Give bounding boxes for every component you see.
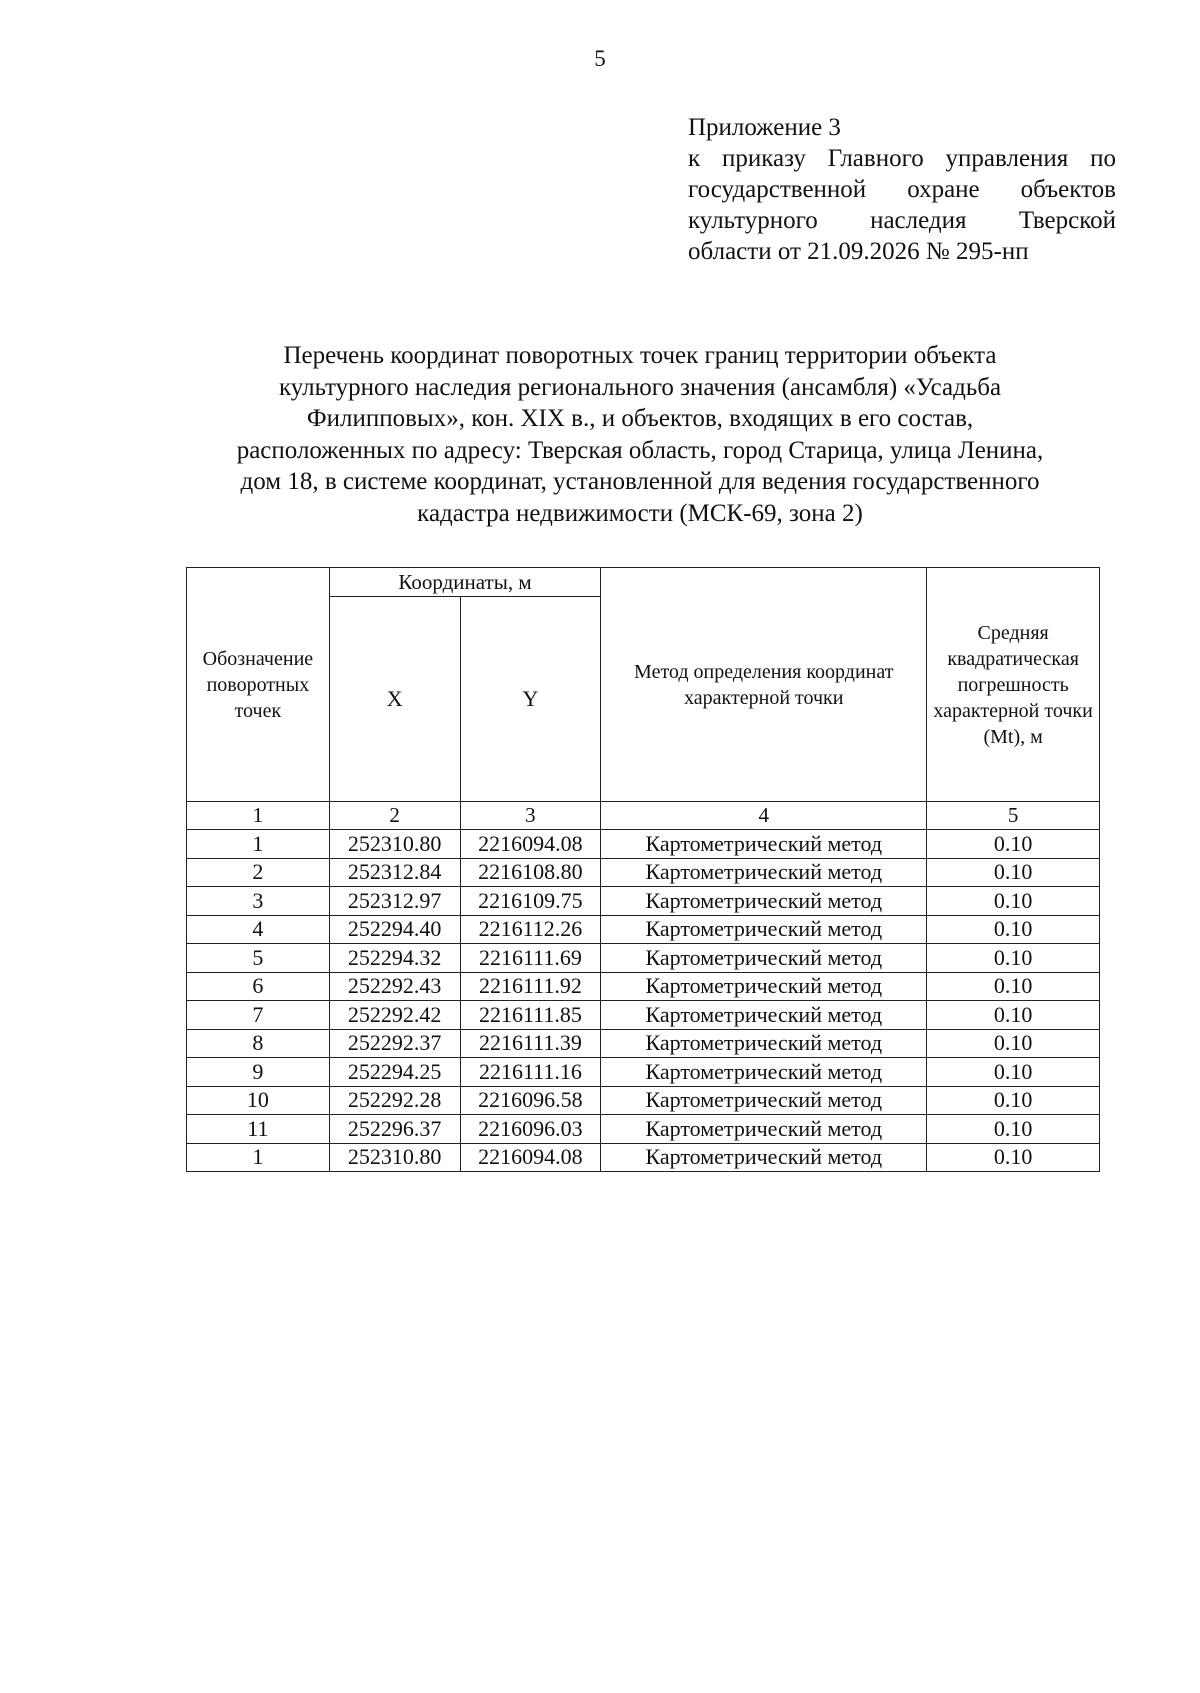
cell-x: 252292.28 [329,1086,460,1115]
appendix-line: области от 21.09.2026 № 295-нп [688,238,1029,265]
cell-point: 1 [187,1143,330,1172]
header-y: Y [460,597,601,802]
cell-y: 2216111.92 [460,972,601,1001]
header-method: Метод определения координат характерной точки [601,568,927,802]
cell-mt: 0.10 [927,887,1100,916]
cell-point: 1 [187,830,330,859]
cell-mt: 0.10 [927,1001,1100,1030]
cell-point: 5 [187,944,330,973]
table-row [187,944,1100,973]
cell-x: 252312.84 [329,858,460,887]
document-title [150,340,1130,529]
cell-x: 252310.80 [329,1143,460,1172]
cell-point: 3 [187,887,330,916]
cell-mt: 0.10 [927,972,1100,1001]
table-row [187,1115,1100,1144]
cell-y: 2216111.39 [460,1029,601,1058]
cell-point: 10 [187,1086,330,1115]
title-line: кадастра недвижимости (МСК-69, зона 2) [417,499,863,527]
cell-method: Картометрический метод [601,1086,927,1115]
column-number: 3 [460,802,601,830]
title-line: дом 18, в системе координат, установленной для ведения государственного [240,468,1040,495]
cell-method: Картометрический метод [601,887,927,916]
cell-mt: 0.10 [927,1143,1100,1172]
title-line: культурного наследия регионального значения (ансамбля) «Усадьба [278,373,1002,401]
table-row [187,1086,1100,1115]
cell-y: 2216096.03 [460,1115,601,1144]
cell-point: 2 [187,858,330,887]
cell-method: Картометрический метод [601,972,927,1001]
cell-point: 11 [187,1115,330,1144]
column-number: 1 [187,802,330,830]
coordinates-table [186,567,1100,1172]
cell-y: 2216108.80 [460,858,601,887]
table-row [187,1001,1100,1030]
table-row [187,1143,1100,1172]
title-line: Филипповых», кон. XIX в., и объектов, входящих в его состав, [306,405,974,432]
cell-mt: 0.10 [927,944,1100,973]
cell-method: Картометрический метод [601,858,927,887]
cell-x: 252312.97 [329,887,460,916]
column-number-row [187,802,1100,830]
cell-mt: 0.10 [927,1029,1100,1058]
cell-point: 9 [187,1058,330,1087]
page-number: 5 [594,46,606,71]
appendix-line: Приложение 3 [688,114,841,141]
table-row [187,1029,1100,1058]
cell-mt: 0.10 [927,858,1100,887]
cell-y: 2216094.08 [460,830,601,859]
cell-method: Картометрический метод [601,1058,927,1087]
appendix-header [688,112,1116,267]
cell-y: 2216111.85 [460,1001,601,1030]
cell-point: 6 [187,972,330,1001]
cell-x: 252294.40 [329,915,460,944]
cell-method: Картометрический метод [601,915,927,944]
cell-x: 252294.25 [329,1058,460,1087]
cell-x: 252294.32 [329,944,460,973]
cell-mt: 0.10 [927,1115,1100,1144]
table-row [187,887,1100,916]
appendix-line: государственной охране объектов [688,176,1116,203]
cell-y: 2216109.75 [460,887,601,916]
cell-point: 8 [187,1029,330,1058]
appendix-line: к приказу Главного управления по [688,145,1116,172]
cell-x: 252296.37 [329,1115,460,1144]
cell-y: 2216094.08 [460,1143,601,1172]
table-row [187,915,1100,944]
header-error: Средняя квадратическая погрешность характерной точки (Mt), м [927,568,1100,802]
cell-y: 2216112.26 [460,915,601,944]
column-number: 2 [329,802,460,830]
cell-point: 7 [187,1001,330,1030]
cell-method: Картометрический метод [601,1143,927,1172]
cell-method: Картометрический метод [601,1115,927,1144]
appendix-line: культурного наследия Тверской [688,207,1116,234]
cell-method: Картометрический метод [601,1029,927,1058]
header-coordinates: Координаты, м [329,568,601,597]
table-row [187,830,1100,859]
title-line: расположенных по адресу: Тверская область, город Старица, улица Ленина, [236,436,1044,464]
cell-y: 2216111.69 [460,944,601,973]
cell-x: 252292.42 [329,1001,460,1030]
table-row [187,858,1100,887]
cell-method: Картометрический метод [601,830,927,859]
cell-y: 2216096.58 [460,1086,601,1115]
column-number: 4 [601,802,927,830]
column-number: 5 [927,802,1100,830]
cell-mt: 0.10 [927,915,1100,944]
cell-point: 4 [187,915,330,944]
header-x: X [329,597,460,802]
cell-method: Картометрический метод [601,944,927,973]
cell-x: 252310.80 [329,830,460,859]
cell-method: Картометрический метод [601,1001,927,1030]
cell-y: 2216111.16 [460,1058,601,1087]
header-point: Обозначение поворотных точек [187,568,330,802]
cell-mt: 0.10 [927,1058,1100,1087]
cell-mt: 0.10 [927,1086,1100,1115]
table-row [187,1058,1100,1087]
cell-x: 252292.37 [329,1029,460,1058]
cell-mt: 0.10 [927,830,1100,859]
title-line: Перечень координат поворотных точек границ территории объекта [283,342,997,369]
table-row [187,972,1100,1001]
cell-x: 252292.43 [329,972,460,1001]
